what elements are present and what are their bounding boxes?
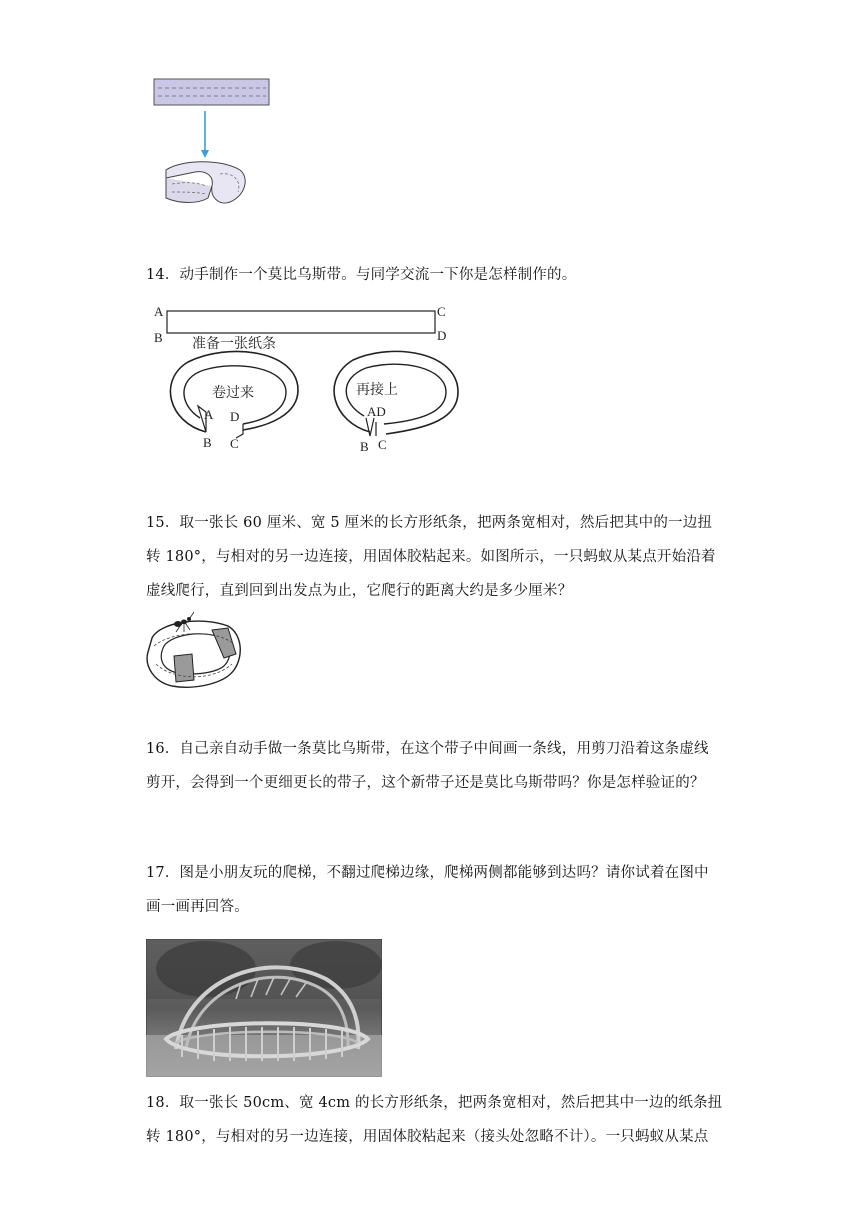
- arrow-head: [201, 150, 209, 158]
- label-D1: D: [437, 328, 447, 343]
- label-A2: A: [204, 407, 214, 422]
- label-B2: B: [203, 435, 212, 450]
- label-C3: C: [378, 437, 387, 452]
- band-gray-segment-1: [174, 654, 194, 682]
- question-17-text: 17．图是小朋友玩的爬梯，不翻过爬梯边缘，爬梯两侧都能够到达吗？请你试着在图中 画一画再回答。: [146, 865, 709, 915]
- caption-step1: 准备一张纸条: [192, 336, 276, 352]
- paper-strip: [154, 79, 269, 105]
- label-B1: B: [154, 330, 163, 345]
- ant-mobius-figure: [142, 610, 246, 694]
- long-strip: [167, 311, 435, 333]
- climbing-ladder-photo: [146, 939, 382, 1077]
- caption-step2: 卷过来: [212, 385, 254, 401]
- label-B3: B: [360, 439, 369, 454]
- label-AD3: AD: [367, 404, 386, 419]
- label-D2: D: [230, 409, 240, 424]
- mobius-steps-figure: [148, 300, 468, 460]
- question-14-text: 14．动手制作一个莫比乌斯带。与同学交流一下你是怎样制作的。: [146, 267, 577, 283]
- question-16-text: 16．自己亲自动手做一条莫比乌斯带，在这个带子中间画一条线，用剪刀沿着这条虚线 剪开，会得到一个更细更长的带子，这个新带子还是莫比乌斯带吗？你是怎样验证的？: [146, 741, 709, 791]
- label-C1: C: [437, 304, 446, 319]
- label-C2: C: [230, 436, 239, 451]
- question-18-text: 18．取一张长 50cm、宽 4cm 的长方形纸条，把两条宽相对，然后把其中一边的纸条扭 转 180°，与相对的另一边连接，用固体胶粘起来（接头处忽略不计）。一只蚂蚁从某点: [146, 1095, 723, 1145]
- label-A1: A: [154, 304, 164, 319]
- caption-step3: 再接上: [356, 382, 398, 398]
- mobius-strip-figure: [150, 74, 274, 214]
- question-15-text: 15．取一张长 60 厘米、宽 5 厘米的长方形纸条，把两条宽相对，然后把其中的一边扭 转 180°，与相对的另一边连接，用固体胶粘起来。如图所示，一只蚂蚁从某点开始沿着 虚线爬行，直到回到出发点为止，它爬行的距离大约是多少厘米？: [146, 515, 716, 599]
